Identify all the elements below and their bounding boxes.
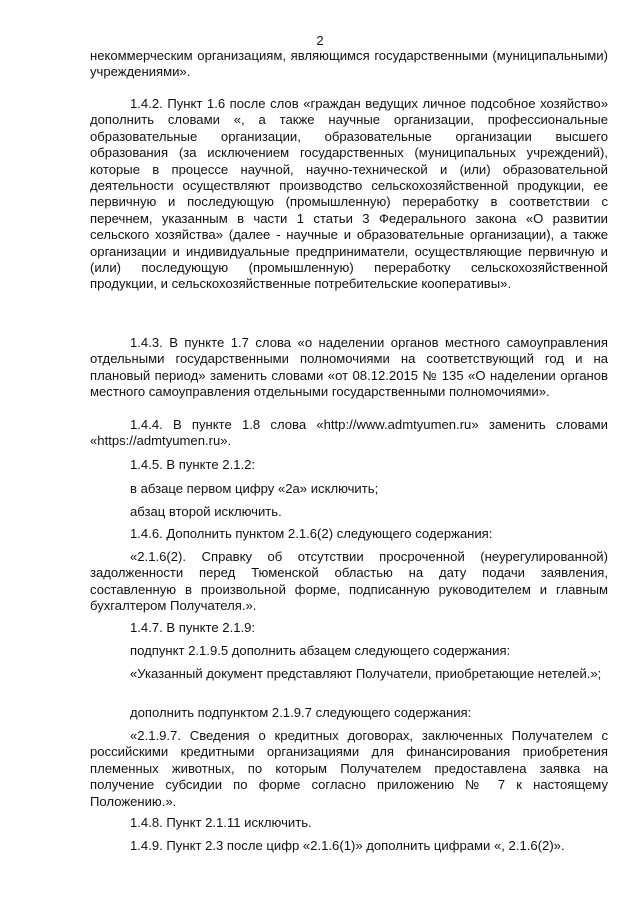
paragraph-1-4-5: 1.4.5. В пункте 2.1.2: [130,457,256,472]
paragraph-1-4-5-item-1: в абзаце первом цифру «2а» исключить; [130,481,379,496]
paragraph-1-4-7-quote-1: «Указанный документ представляют Получатели, приобретающие нетелей.»; [130,666,602,681]
paragraph-1-4-7: 1.4.7. В пункте 2.1.9: [130,620,256,635]
paragraph-2-1-9-7-quote: «2.1.9.7. Сведения о кредитных договорах, заключенных Получателем с российскими кредитными организациями для финансирования приобретения племенных животных, по которым Получателем предоставлена заявка на получение субсидии по форме согласно приложению № 7 к настоящему Положению.». [90,728,608,809]
paragraph-1-4-9: 1.4.9. Пункт 2.3 после цифр «2.1.6(1)» дополнить цифрами «, 2.1.6(2)». [130,838,565,853]
paragraph-1-4-4: 1.4.4. В пункте 1.8 слова «http://www.admtyumen.ru» заменить словами «https://admtyumen.ru». [90,417,608,449]
paragraph-2-1-6-2-quote: «2.1.6(2). Справку об отсутствии просроченной (неурегулированной) задолженности перед Тюменской областью на дату подачи заявления, составленную в произвольной форме, подписанную руководителем и главным бухгалтером Получателя.». [90,549,608,614]
paragraph-1-4-8: 1.4.8. Пункт 2.1.11 исключить. [130,815,312,830]
paragraph-continuation: некоммерческим организациям, являющимся государственными (муниципальными) учреждениями». [90,48,608,80]
paragraph-1-4-5-item-2: абзац второй исключить. [130,504,282,519]
paragraph-1-4-2: 1.4.2. Пункт 1.6 после слов «граждан ведущих личное подсобное хозяйство» дополнить словами «, а также научные организации, профессиональные образовательные организации, образовательные организации высшего образования (за исключением государственных (муниципальных учреждений), которые в процессе научной, научно-технической и (или) образовательной деятельности осуществляют производство сельскохозяйственной продукции, ее первичную и последующую (промышленную) переработку в соответствии с перечнем, указанным в части 1 статьи 3 Федерального закона «О развитии сельского хозяйства» (далее - научные и образовательные организации), а также организации и индивидуальные предприниматели, осуществляющие первичную и (или) последующую (промышленную) переработку сельскохозяйственной продукции, и сельскохозяйственные потребительские кооперативы». [90,96,608,292]
paragraph-1-4-6: 1.4.6. Дополнить пунктом 2.1.6(2) следующего содержания: [130,526,493,541]
paragraph-1-4-7-item-1: подпункт 2.1.9.5 дополнить абзацем следующего содержания: [130,643,511,658]
page-number: 2 [316,33,324,48]
paragraph-1-4-3: 1.4.3. В пункте 1.7 слова «о наделении органов местного самоуправления отдельными государственными полномочиями на соответствующий год и на плановый период» заменить словами «от 08.12.2015 № 135 «О наделении органов местного самоуправления отдельными государственными полномочиями». [90,335,608,400]
paragraph-1-4-7-item-2: дополнить подпунктом 2.1.9.7 следующего содержания: [130,705,472,720]
